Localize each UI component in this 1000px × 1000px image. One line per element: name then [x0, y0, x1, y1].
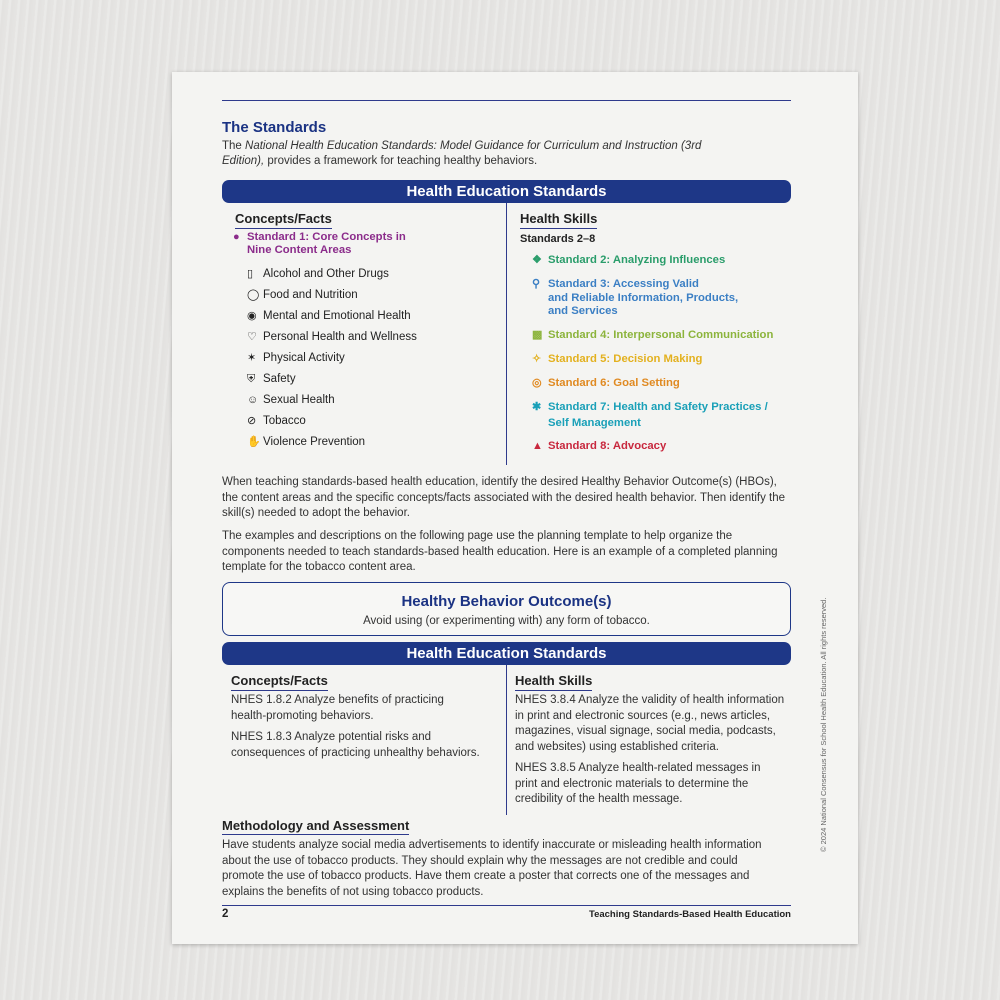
apple-icon: ◯	[247, 289, 260, 301]
copyright-notice: © 2024 National Consensus for School Health Education. All rights reserved.	[819, 597, 828, 852]
brain-icon: ◉	[247, 310, 257, 322]
intro-book-title: National Health Education Standards: Model Guidance for Curriculum and Instruction (3rd Edition),	[222, 140, 702, 167]
skill-standard-2: ❖ Standard 2: Analyzing Influences	[532, 254, 726, 266]
target-icon: ◎	[532, 377, 542, 389]
intro-text: The National Health Education Standards: Model Guidance for Curriculum and Instruction (3rd Edition), provides a framework for teaching healthy behaviors.	[222, 140, 702, 167]
person-icon: ✱	[532, 401, 542, 413]
skill-nhes-3-8-4: NHES 3.8.4 Analyze the validity of health information in print and electronic sources (e.g., news articles, magazines, visual signage, social media, podcasts, and websites) using established criteria.	[515, 694, 785, 753]
paragraph-hbo-intro: When teaching standards-based health education, identify the desired Healthy Behavior Outcome(s) (HBOs), the content areas and the specific concepts/facts associated with the desired health behavior. Then identify the skill(s) needed to adopt the behavior.	[222, 476, 786, 519]
skill-standard-4: ▩ Standard 4: Interpersonal Communication	[532, 329, 774, 341]
methodology-text: Have students analyze social media advertisements to identify inaccurate or misleading health information about the use of tobacco products. They should explain why the messages are not credible and could promote the use of tobacco products. Have them create a poster that corrects one of the messages and explains the benefits of not using tobacco products.	[222, 839, 762, 898]
skill-standard-6: ◎ Standard 6: Goal Setting	[532, 377, 680, 389]
content-area-item: ◯ Food and Nutrition	[247, 289, 358, 301]
shield-icon: ⛨	[247, 373, 256, 385]
content-area-item: ☺ Sexual Health	[247, 394, 335, 406]
standard-1-label: Standard 1: Core Concepts in Nine Content Areas	[247, 231, 406, 256]
hbo-box	[222, 582, 791, 636]
runner-icon: ✶	[247, 352, 257, 364]
content-area-item: ◉ Mental and Emotional Health	[247, 310, 411, 322]
skill-standard-5: ✧ Standard 5: Decision Making	[532, 353, 703, 365]
section-title: The Standards	[222, 119, 327, 136]
skill-standard-7: ✱ Standard 7: Health and Safety Practices / Self Management	[532, 401, 768, 429]
stop-hand-icon: ✋	[247, 436, 261, 448]
concept-nhes-1-8-2: NHES 1.8.2 Analyze benefits of practicing health-promoting behaviors.	[231, 694, 444, 722]
hbo-title: Healthy Behavior Outcome(s)	[401, 593, 612, 610]
document-page	[172, 72, 858, 944]
content-area-item: ⊘ Tobacco	[247, 415, 306, 427]
bottle-icon: ▯	[247, 268, 254, 280]
content-area-item: ✶ Physical Activity	[247, 352, 345, 364]
people-icon: ☺	[247, 394, 259, 406]
speech-bubble-icon: ▩	[532, 329, 543, 341]
content-area-item: ▯ Alcohol and Other Drugs	[247, 268, 389, 280]
top-rule	[222, 100, 791, 101]
example-divider	[506, 665, 507, 815]
page-number: 2	[222, 908, 229, 920]
content-area-item: ⛨ Safety	[247, 373, 296, 385]
skill-nhes-3-8-5: NHES 3.8.5 Analyze health-related messages in print and electronic materials to determine the credibility of the health message.	[515, 762, 761, 805]
hand-heart-icon: ♡	[247, 331, 257, 343]
skills-subheading: Standards 2–8	[520, 233, 596, 245]
arrows-split-icon: ✧	[532, 353, 542, 365]
footer-title: Teaching Standards-Based Health Education	[588, 909, 791, 920]
skills-heading: Health Skills	[520, 211, 597, 229]
skill-standard-3: ⚲ Standard 3: Accessing Valid and Reliable Information, Products, and Services	[532, 278, 739, 317]
paragraph-planning: The examples and descriptions on the following page use the planning template to help organize the components needed to teach standards-based health education. Here is an example of a completed planning template for the tobacco content area.	[222, 530, 778, 573]
content-area-item: ♡ Personal Health and Wellness	[247, 331, 417, 343]
example-standards-bar: Health Education Standards	[222, 642, 791, 665]
skill-standard-8: ▲ Standard 8: Advocacy	[532, 440, 667, 452]
example-skills-heading: Health Skills	[515, 673, 592, 691]
standard-1	[235, 231, 417, 257]
megaphone-icon: ▲	[532, 440, 543, 452]
hbo-text: Avoid using (or experimenting with) any form of tobacco.	[363, 615, 650, 627]
footer-rule	[222, 905, 791, 906]
no-smoking-icon: ⊘	[247, 415, 257, 427]
lightbulb-icon: ●	[233, 231, 240, 243]
standards-bar: Health Education Standards	[222, 180, 791, 203]
concepts-heading: Concepts/Facts	[235, 211, 332, 229]
concept-nhes-1-8-3: NHES 1.8.3 Analyze potential risks and consequences of practicing unhealthy behaviors.	[231, 731, 480, 759]
standards-divider	[506, 203, 507, 465]
magnifier-icon: ⚲	[532, 278, 541, 290]
example-concepts-heading: Concepts/Facts	[231, 673, 328, 691]
network-icon: ❖	[532, 254, 542, 266]
methodology-title: Methodology and Assessment	[222, 818, 410, 833]
content-area-item: ✋ Violence Prevention	[247, 436, 366, 448]
